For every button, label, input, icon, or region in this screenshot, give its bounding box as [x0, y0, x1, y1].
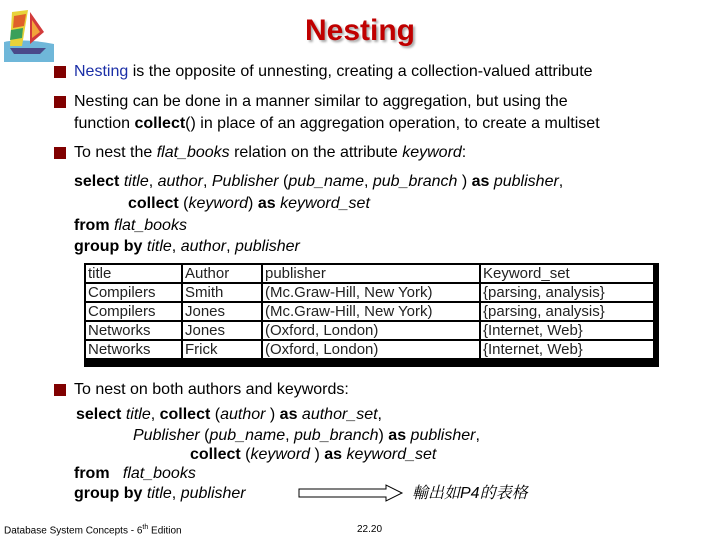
- table-cell: (Mc.Graw-Hill, New York): [263, 284, 479, 301]
- table-header: publisher: [263, 265, 479, 282]
- bullet-marker: [54, 384, 66, 396]
- bullet-2: Nesting can be done in a manner similar to aggregation, but using the function collect() in place of an aggregation operation, to create a multiset: [74, 93, 600, 132]
- table-row: [86, 303, 653, 320]
- table-cell: {parsing, analysis}: [481, 303, 653, 320]
- query1-line3: from flat_books: [74, 217, 187, 234]
- table-row: [86, 322, 653, 339]
- bullet-marker: [54, 147, 66, 159]
- query1-line1: select title, author, Publisher (pub_name, pub_branch ) as publisher,: [74, 173, 564, 190]
- table-row: [86, 341, 653, 358]
- footer-book-title: Database System Concepts - 6th Edition: [4, 524, 182, 537]
- bullet-4: To nest on both authors and keywords:: [74, 381, 349, 398]
- query1-line2: collect (keyword) as keyword_set: [128, 195, 370, 212]
- page-number: 22.20: [357, 524, 383, 535]
- table-cell: (Oxford, London): [263, 322, 479, 339]
- nested-result-table: [84, 263, 659, 367]
- table-cell: {Internet, Web}: [481, 341, 653, 358]
- right-arrow-icon: [298, 484, 404, 502]
- query2-line5: group by title, publisher: [74, 485, 246, 502]
- table-cell: Networks: [86, 341, 181, 358]
- table-cell: (Mc.Graw-Hill, New York): [263, 303, 479, 320]
- table-header: Author: [183, 265, 261, 282]
- bullet-marker: [54, 66, 66, 78]
- table-header-row: [86, 265, 653, 282]
- bullet-marker: [54, 96, 66, 108]
- query2-line1: select title, collect (author ) as author_set,: [76, 406, 382, 423]
- table-cell: Jones: [183, 303, 261, 320]
- query2-line4: from flat_books: [74, 465, 196, 482]
- table-header: title: [86, 265, 181, 282]
- bullet-1: Nesting is the opposite of unnesting, creating a collection-valued attribute: [74, 63, 593, 80]
- table-cell: {Internet, Web}: [481, 322, 653, 339]
- table-cell: Smith: [183, 284, 261, 301]
- query2-line3: collect (keyword ) as keyword_set: [190, 446, 437, 463]
- slide-title: Nesting: [304, 14, 415, 47]
- table-header: Keyword_set: [481, 265, 653, 282]
- bullet-3: To nest the flat_books relation on the attribute keyword:: [74, 144, 467, 161]
- table-cell: Frick: [183, 341, 261, 358]
- query1-line4: group by title, author, publisher: [74, 238, 300, 255]
- table-cell: (Oxford, London): [263, 341, 479, 358]
- table-cell: Jones: [183, 322, 261, 339]
- output-note: 輸出如P4的表格: [412, 485, 528, 502]
- table-cell: Networks: [86, 322, 181, 339]
- table-cell: Compilers: [86, 284, 181, 301]
- table-row: [86, 284, 653, 301]
- query2-line2: Publisher (pub_name, pub_branch) as publisher,: [133, 427, 480, 444]
- table-cell: {parsing, analysis}: [481, 284, 653, 301]
- table-cell: Compilers: [86, 303, 181, 320]
